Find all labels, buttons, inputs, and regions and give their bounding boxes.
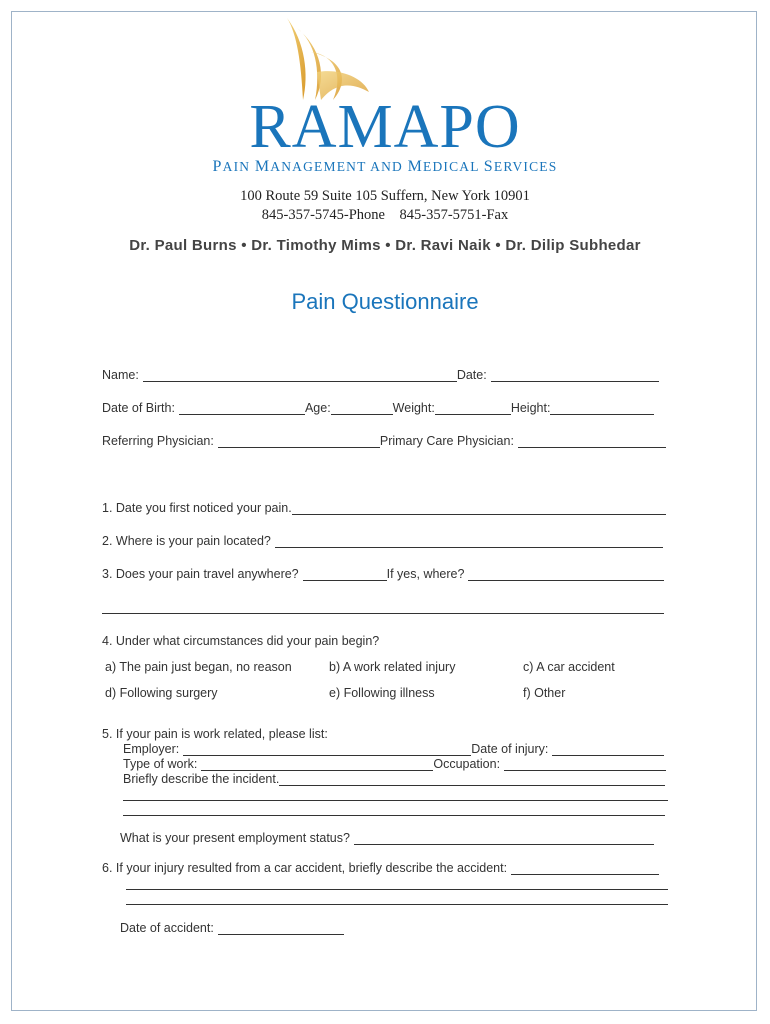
accident-date-row <box>120 921 344 935</box>
primary-field[interactable] <box>518 436 666 448</box>
occupation-label: Occupation: <box>433 757 501 771</box>
describe-row <box>123 772 665 786</box>
name-field[interactable] <box>143 370 457 382</box>
type-work-field[interactable] <box>201 759 433 771</box>
doctors-list: Dr. Paul Burns • Dr. Timothy Mims • Dr. Ravi Naik • Dr. Dilip Subhedar <box>129 237 641 254</box>
name-row <box>102 368 659 382</box>
q6-line-2[interactable] <box>126 889 668 890</box>
employer-label: Employer: <box>123 742 180 756</box>
q3-field[interactable] <box>303 569 387 581</box>
dob-field[interactable] <box>179 403 305 415</box>
accident-date-label: Date of accident: <box>120 921 214 935</box>
age-field[interactable] <box>331 403 393 415</box>
describe-field[interactable] <box>279 774 665 786</box>
q3-extra-line[interactable] <box>102 613 664 614</box>
work-type-row <box>123 757 666 771</box>
q5-label: 5. If your pain is work related, please list: <box>102 727 328 741</box>
q2-field[interactable] <box>275 536 663 548</box>
height-label: Height: <box>510 401 551 415</box>
height-field[interactable] <box>550 403 654 415</box>
employment-label: What is your present employment status? <box>120 831 350 845</box>
q4-option-c[interactable]: c) A car accident <box>523 660 615 674</box>
occupation-field[interactable] <box>504 759 666 771</box>
brand-tagline: PAIN MANAGEMENT AND MEDICAL SERVICES <box>212 158 558 175</box>
q3-label: 3. Does your pain travel anywhere? <box>102 567 299 581</box>
q4-option-d[interactable]: d) Following surgery <box>105 686 218 700</box>
date-injury-field[interactable] <box>552 744 664 756</box>
date-label: Date: <box>456 368 487 382</box>
q6-line-3[interactable] <box>126 904 668 905</box>
accident-date-field[interactable] <box>218 923 344 935</box>
referring-label: Referring Physician: <box>102 434 214 448</box>
address-line: 100 Route 59 Suite 105 Suffern, New York 10901 <box>240 188 530 204</box>
q4-option-a[interactable]: a) The pain just began, no reason <box>105 660 292 674</box>
type-work-label: Type of work: <box>123 757 198 771</box>
q3-row <box>102 567 664 581</box>
physician-row <box>102 434 666 448</box>
dob-row <box>102 401 654 415</box>
name-label: Name: <box>102 368 139 382</box>
referring-field[interactable] <box>218 436 380 448</box>
weight-label: Weight: <box>392 401 435 415</box>
q4-option-e[interactable]: e) Following illness <box>329 686 435 700</box>
q1-row <box>102 501 666 515</box>
describe-line-3[interactable] <box>123 815 665 816</box>
q3-where-field[interactable] <box>468 569 664 581</box>
employer-field[interactable] <box>183 744 471 756</box>
q6-row <box>102 861 659 875</box>
q2-row <box>102 534 663 548</box>
employer-row <box>123 742 664 756</box>
weight-field[interactable] <box>435 403 511 415</box>
brand-name: RAMAPO <box>249 93 521 161</box>
phone-line: 845-357-5745-Phone 845-357-5751-Fax <box>261 207 509 223</box>
employment-row <box>120 831 654 845</box>
ramapo-logo-icon <box>275 14 375 102</box>
q4-option-f[interactable]: f) Other <box>523 686 566 700</box>
q4-option-b[interactable]: b) A work related injury <box>329 660 456 674</box>
date-field[interactable] <box>491 370 659 382</box>
primary-label: Primary Care Physician: <box>379 434 514 448</box>
q1-field[interactable] <box>292 503 666 515</box>
q6-label: 6. If your injury resulted from a car accident, briefly describe the accident: <box>102 861 508 875</box>
q2-label: 2. Where is your pain located? <box>102 534 271 548</box>
employment-field[interactable] <box>354 833 654 845</box>
q4-label: 4. Under what circumstances did your pain begin? <box>102 634 380 648</box>
dob-label: Date of Birth: <box>102 401 175 415</box>
q6-field[interactable] <box>511 863 659 875</box>
describe-label: Briefly describe the incident. <box>123 772 280 786</box>
date-injury-label: Date of injury: <box>471 742 549 756</box>
describe-line-2[interactable] <box>123 800 668 801</box>
age-label: Age: <box>304 401 331 415</box>
q3-where-label: If yes, where? <box>386 567 465 581</box>
page-title: Pain Questionnaire <box>291 289 479 314</box>
q1-label: 1. Date you first noticed your pain. <box>102 501 292 515</box>
